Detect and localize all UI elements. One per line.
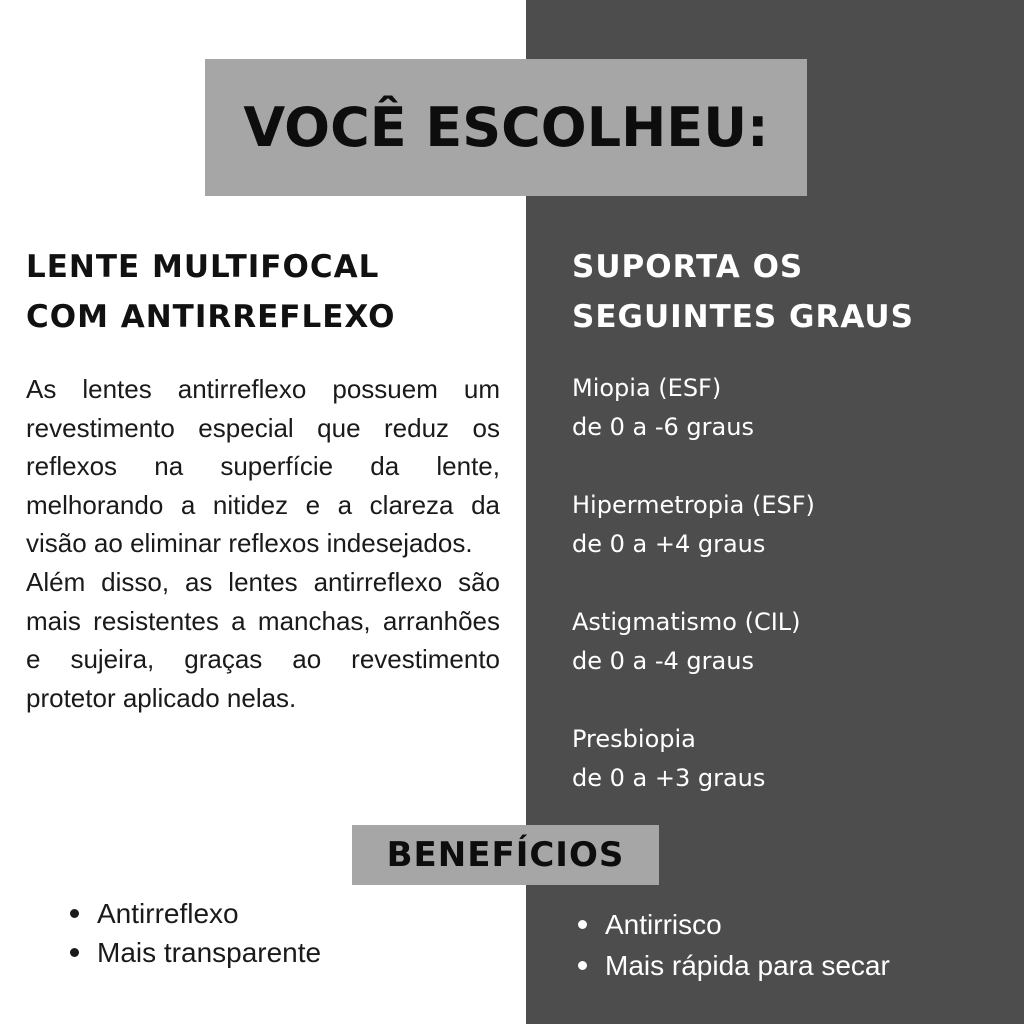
- description-paragraph: As lentes antirreflexo possuem um revestimento especial que reduz os reflexos na superfície da lente, melhorando a nitidez e a clareza da visão ao eliminar reflexos indesejados.: [26, 374, 500, 559]
- product-heading-line: COM ANTIRREFLEXO: [26, 299, 396, 335]
- list-item: [578, 904, 1018, 945]
- grades-heading-line: SUPORTA OS: [572, 249, 804, 285]
- grade-range: de 0 a -4 graus: [572, 647, 754, 675]
- grade-range: de 0 a -6 graus: [572, 413, 754, 441]
- grades-heading-line: SEGUINTES GRAUS: [572, 299, 914, 335]
- benefits-title: BENEFÍCIOS: [386, 835, 625, 875]
- grade-item-miopia: [572, 369, 1012, 447]
- page-title: VOCÊ ESCOLHEU:: [243, 96, 769, 159]
- product-heading: [26, 242, 506, 342]
- grades-list: [572, 369, 1012, 837]
- benefit-label: Mais transparente: [97, 937, 322, 968]
- product-description: [26, 370, 500, 717]
- bullet-icon: [578, 920, 587, 929]
- grades-heading: [572, 242, 1012, 342]
- benefit-label: Antirreflexo: [97, 898, 239, 929]
- grade-item-presbiopia: [572, 720, 1012, 798]
- benefits-banner: [352, 825, 659, 885]
- bullet-icon: [70, 909, 79, 918]
- list-item: [70, 933, 510, 972]
- grade-range: de 0 a +4 graus: [572, 530, 766, 558]
- grade-item-astigmatismo: [572, 603, 1012, 681]
- list-item: [70, 894, 510, 933]
- bullet-icon: [578, 961, 587, 970]
- benefit-label: Mais rápida para secar: [605, 950, 890, 981]
- list-item: [578, 945, 1018, 986]
- description-paragraph: Além disso, as lentes antirreflexo são mais resistentes a manchas, arranhões e sujeira, graças ao revestimento protetor aplicado nelas.: [26, 566, 500, 713]
- benefit-label: Antirrisco: [605, 909, 722, 940]
- grade-range: de 0 a +3 graus: [572, 764, 766, 792]
- bullet-icon: [70, 948, 79, 957]
- grade-name: Astigmatismo (CIL): [572, 608, 801, 636]
- grade-item-hipermetropia: [572, 486, 1012, 564]
- title-banner: [205, 59, 807, 196]
- benefits-list-right: [578, 904, 1018, 986]
- grade-name: Miopia (ESF): [572, 374, 722, 402]
- benefits-list-left: [70, 894, 510, 972]
- grade-name: Presbiopia: [572, 725, 696, 753]
- grade-name: Hipermetropia (ESF): [572, 491, 815, 519]
- product-heading-line: LENTE MULTIFOCAL: [26, 249, 380, 285]
